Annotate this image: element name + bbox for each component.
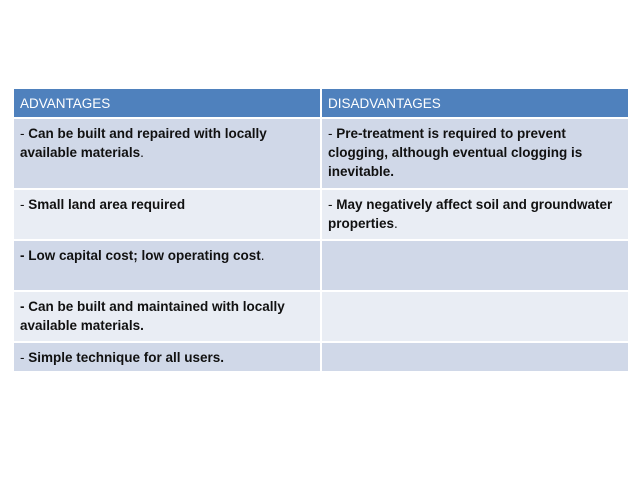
disadvantage-cell [321,189,629,240]
advantage-cell [13,189,321,240]
cell-suffix: . [140,145,144,160]
table-row [13,189,629,240]
table-row [13,240,629,291]
cell-suffix: . [260,248,265,263]
table-row [13,118,629,189]
cell-prefix: - [20,350,29,365]
advantage-cell [13,240,321,291]
cell-text: - Low capital cost; low operating cost [20,248,261,263]
cell-prefix: - [328,197,337,212]
header-disadvantages: DISADVANTAGES [321,88,629,118]
header-advantages: ADVANTAGES [13,88,321,118]
cell-text: Small land area required [28,197,186,212]
advantage-cell [13,118,321,189]
table-row [13,342,629,372]
table-header-row [13,88,629,118]
advantages-disadvantages-table [12,87,630,373]
cell-prefix: - [20,197,29,212]
cell-text: Pre-treatment is required to prevent clogging, although eventual clogging is inevitable. [328,126,583,179]
disadvantage-cell-empty [321,291,629,342]
disadvantage-cell [321,118,629,189]
cell-prefix: - [328,126,337,141]
cell-text: Can be built and repaired with locally available materials [20,126,267,160]
disadvantage-cell-empty [321,342,629,372]
advantage-cell [13,342,321,372]
cell-text: - Can be built and maintained with locally available materials. [20,299,285,333]
cell-prefix: - [20,126,29,141]
cell-suffix: . [394,216,398,231]
cell-text: May negatively affect soil and groundwater properties [328,197,613,231]
advantage-cell [13,291,321,342]
disadvantage-cell-empty [321,240,629,291]
cell-text: Simple technique for all users. [28,350,225,365]
table-row [13,291,629,342]
